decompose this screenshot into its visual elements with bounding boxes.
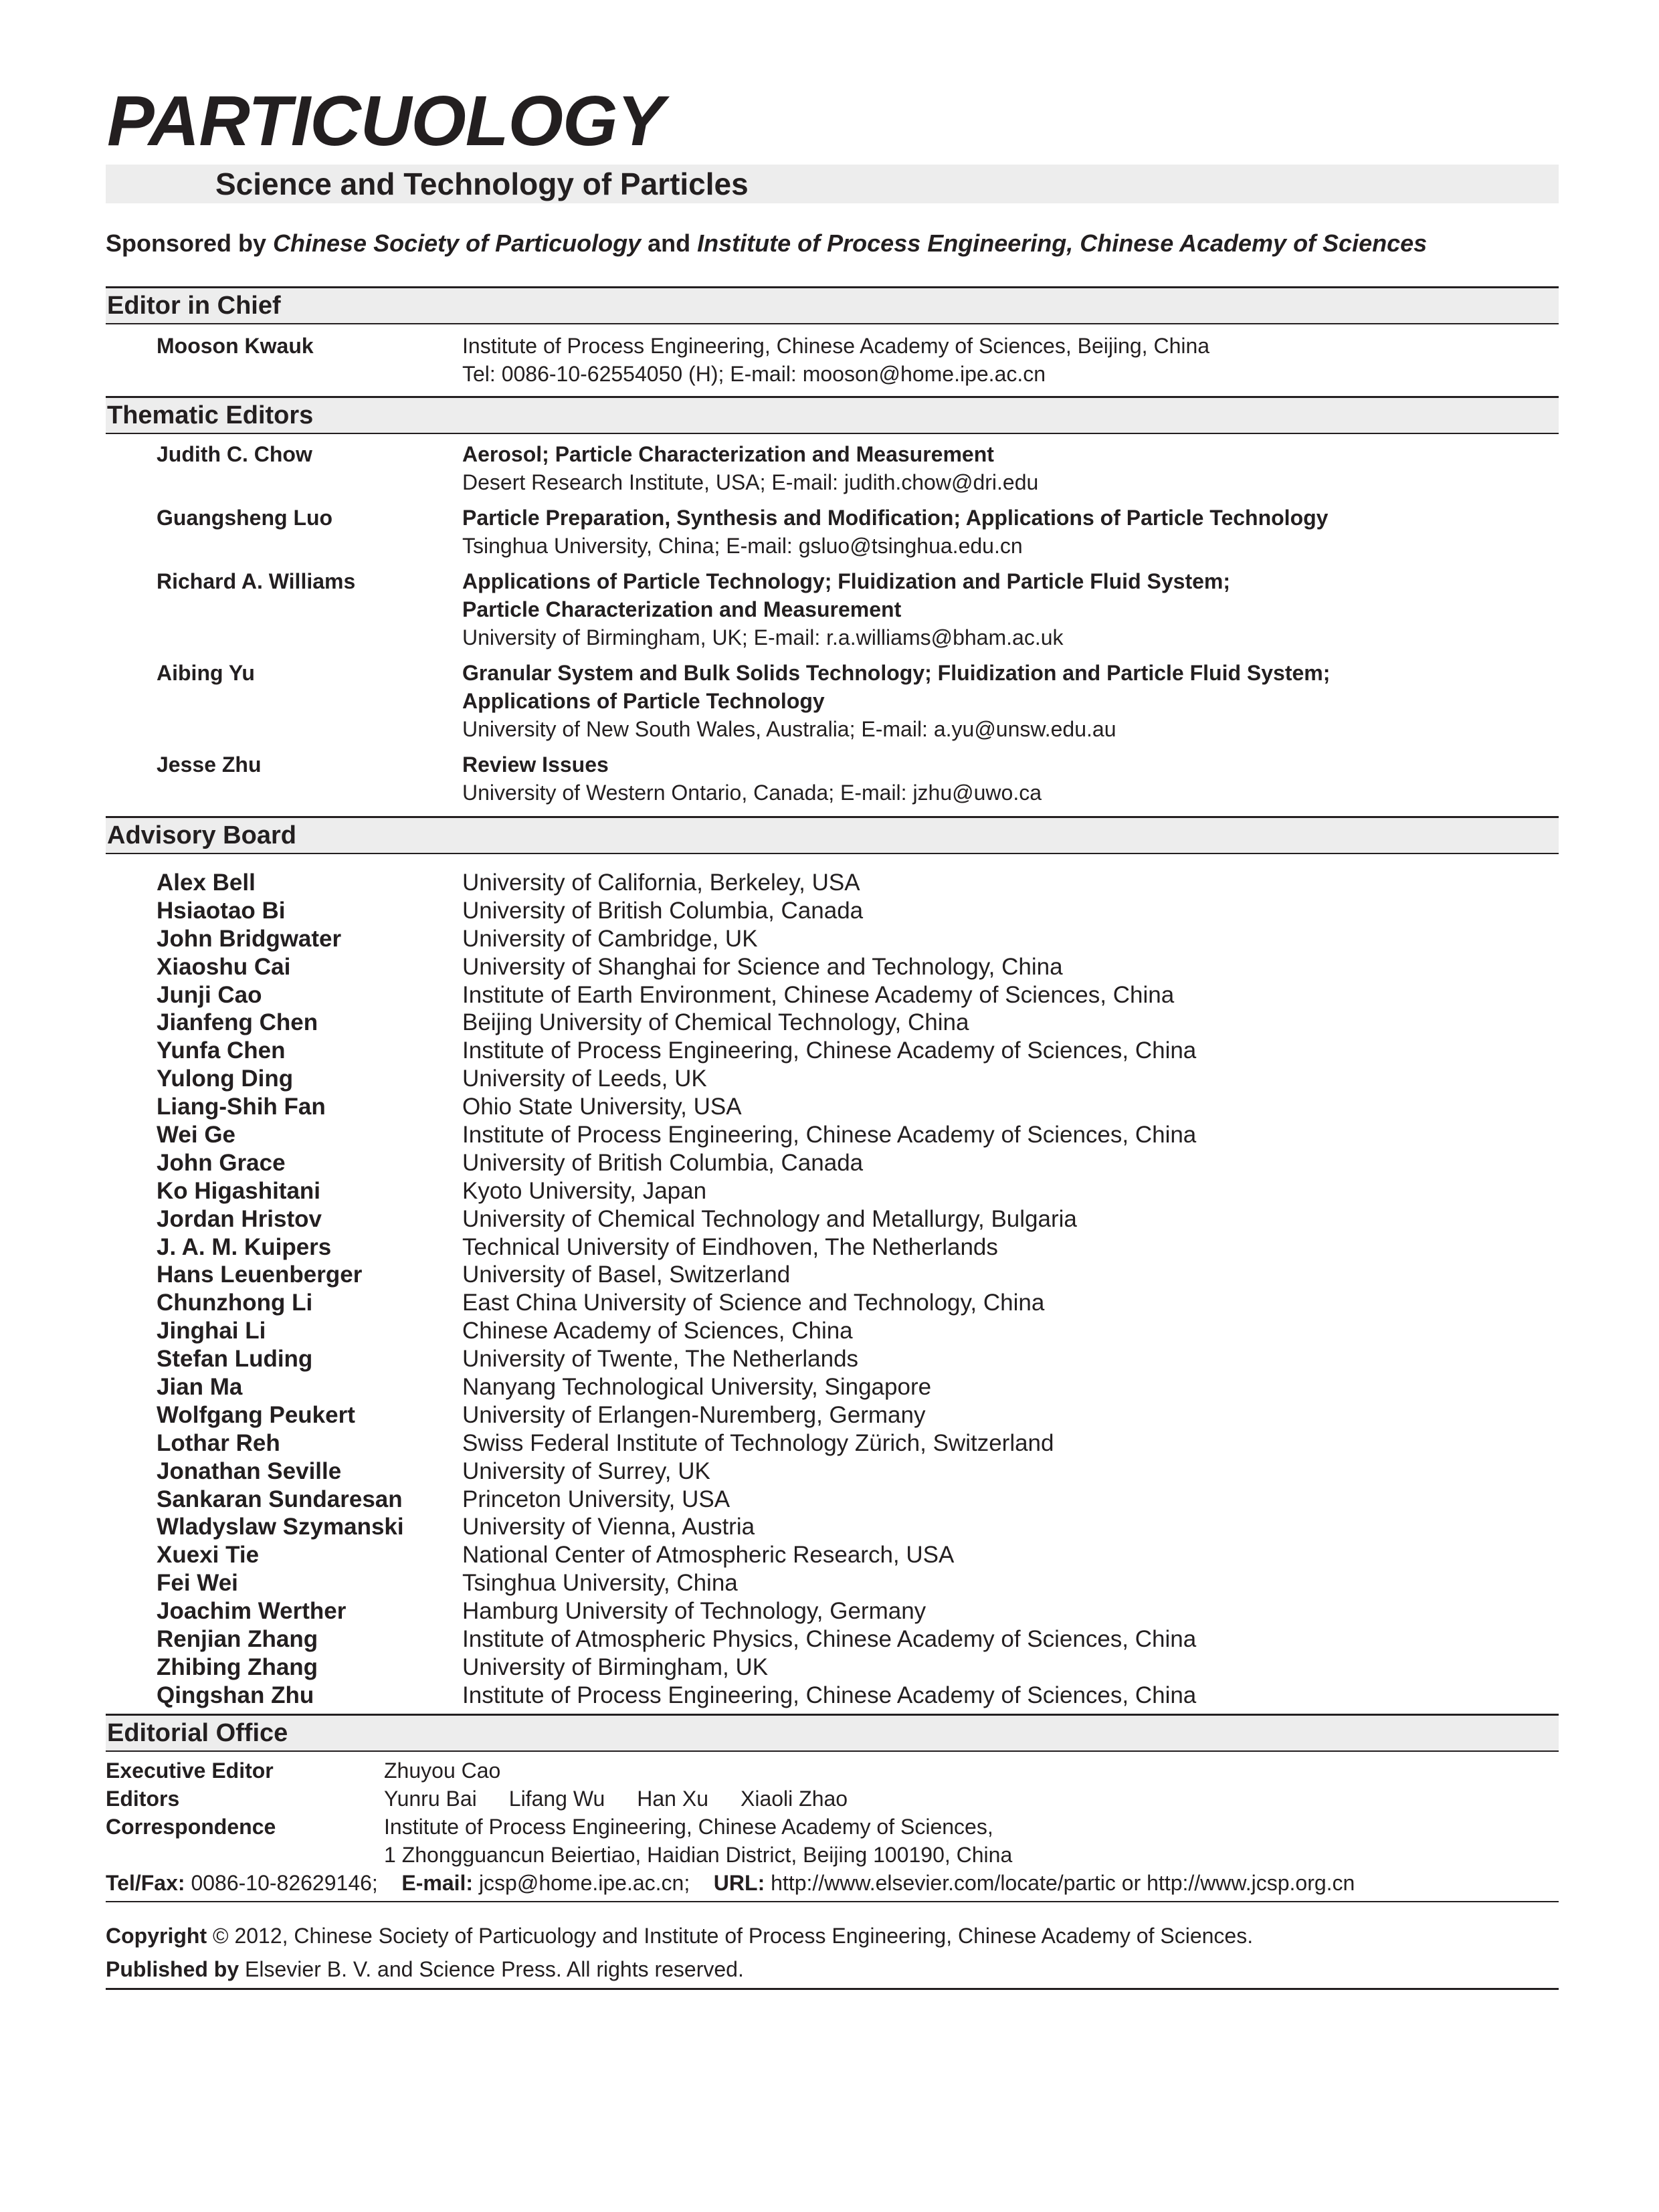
member-affiliation: Technical University of Eindhoven, The Netherlands xyxy=(462,1233,998,1260)
member-affiliation: Hamburg University of Technology, Germany xyxy=(462,1598,926,1625)
section-heading-label: Thematic Editors xyxy=(107,401,314,429)
member-name: Wladyslaw Szymanski xyxy=(157,1514,404,1540)
member-name: Xiaoshu Cai xyxy=(157,953,291,980)
member-name: Qingshan Zhu xyxy=(157,1682,314,1708)
url-label: URL: xyxy=(713,1871,765,1895)
member-affiliation: Institute of Process Engineering, Chinese Academy of Sciences, China xyxy=(462,1122,1197,1148)
executive-editor-name: Zhuyou Cao xyxy=(384,1758,501,1783)
member-name: Jinghai Li xyxy=(157,1318,266,1344)
member-name: Junji Cao xyxy=(157,981,262,1008)
member-affiliation: University of Surrey, UK xyxy=(462,1457,710,1484)
advisory-member xyxy=(106,1345,1559,1373)
correspondence-line-2: 1 Zhongguancun Beiertiao, Haidian District, Beijing 100190, China xyxy=(384,1843,1013,1867)
thematic-editor-topic: Granular System and Bulk Solids Technology; Fluidization and Particle Fluid System; xyxy=(462,661,1331,685)
member-name: Yunfa Chen xyxy=(157,1037,286,1064)
advisory-member xyxy=(106,1653,1559,1682)
thematic-editor-affiliation: University of Birmingham, UK; E-mail: r.a.williams@bham.ac.uk xyxy=(462,625,1064,649)
editors-label: Editors xyxy=(106,1787,180,1811)
member-affiliation: University of Erlangen-Nuremberg, Germany xyxy=(462,1401,926,1428)
advisory-member xyxy=(106,1065,1559,1093)
member-affiliation: Nanyang Technological University, Singapore xyxy=(462,1374,932,1401)
section-heading-editorial-office xyxy=(106,1714,1559,1752)
thematic-editor-topic: Applications of Particle Technology; Fluidization and Particle Fluid System; xyxy=(462,569,1230,593)
copyright-label: Copyright xyxy=(106,1924,207,1948)
advisory-member xyxy=(106,1009,1559,1037)
member-name: Chunzhong Li xyxy=(157,1290,313,1316)
advisory-member xyxy=(106,1541,1559,1569)
thematic-editor-affiliation: Tsinghua University, China; E-mail: gsluo@tsinghua.edu.cn xyxy=(462,534,1023,558)
telfax-value: 0086-10-82629146; xyxy=(185,1871,378,1895)
thematic-editor-name: Judith C. Chow xyxy=(157,442,312,466)
member-affiliation: University of British Columbia, Canada xyxy=(462,1149,864,1176)
email-label: E-mail: xyxy=(401,1871,474,1895)
executive-editor-row xyxy=(106,1756,1559,1785)
member-affiliation: National Center of Atmospheric Research, USA xyxy=(462,1542,955,1569)
published-label: Published by xyxy=(106,1957,239,1981)
advisory-member xyxy=(106,1205,1559,1233)
member-name: Joachim Werther xyxy=(157,1598,347,1625)
member-affiliation: Beijing University of Chemical Technology, China xyxy=(462,1009,969,1036)
advisory-member xyxy=(106,897,1559,925)
thematic-editor-affiliation: University of Western Ontario, Canada; E-mail: jzhu@uwo.ca xyxy=(462,781,1042,805)
member-name: John Grace xyxy=(157,1149,286,1176)
editor-name: Han Xu xyxy=(637,1787,708,1811)
advisory-member xyxy=(106,981,1559,1009)
advisory-member xyxy=(106,925,1559,953)
thematic-editor-topic: Particle Preparation, Synthesis and Modification; Applications of Particle Technology xyxy=(462,506,1329,530)
correspondence-label: Correspondence xyxy=(106,1815,276,1839)
advisory-member xyxy=(106,1373,1559,1401)
member-name: Zhibing Zhang xyxy=(157,1653,318,1680)
advisory-member xyxy=(106,1233,1559,1262)
correspondence-row xyxy=(106,1813,1559,1841)
sponsor-org-1: Chinese Society of Particuology xyxy=(273,229,642,257)
journal-title: PARTICUOLOGY xyxy=(107,82,664,161)
divider xyxy=(106,1901,1559,1902)
copyright-line xyxy=(106,1920,1253,1952)
thematic-editor-topic-2: Particle Characterization and Measurement xyxy=(462,597,902,621)
telfax-label: Tel/Fax: xyxy=(106,1871,185,1895)
member-affiliation: East China University of Science and Technology, China xyxy=(462,1290,1045,1316)
advisory-member xyxy=(106,1625,1559,1653)
member-name: Ko Higashitani xyxy=(157,1177,321,1204)
advisory-member xyxy=(106,1486,1559,1514)
advisory-member xyxy=(106,1261,1559,1289)
sponsor-prefix: Sponsored by xyxy=(106,229,274,257)
advisory-member xyxy=(106,1457,1559,1486)
email-link[interactable]: jcsp@home.ipe.ac.cn; xyxy=(473,1871,690,1895)
member-affiliation: University of British Columbia, Canada xyxy=(462,897,864,924)
advisory-member xyxy=(106,1513,1559,1541)
member-name: Sankaran Sundaresan xyxy=(157,1486,403,1512)
sponsor-and: and xyxy=(641,229,698,257)
member-affiliation: Swiss Federal Institute of Technology Zürich, Switzerland xyxy=(462,1429,1054,1456)
advisory-member xyxy=(106,1569,1559,1597)
editors-list xyxy=(384,1785,880,1813)
advisory-member xyxy=(106,1037,1559,1065)
advisory-member xyxy=(106,1121,1559,1149)
bottom-rule xyxy=(106,1988,1559,1990)
member-affiliation: University of Birmingham, UK xyxy=(462,1653,769,1680)
member-affiliation: Institute of Earth Environment, Chinese Academy of Sciences, China xyxy=(462,981,1175,1008)
member-name: J. A. M. Kuipers xyxy=(157,1233,332,1260)
member-affiliation: Institute of Process Engineering, Chinese Academy of Sciences, China xyxy=(462,1037,1197,1064)
member-affiliation: University of Vienna, Austria xyxy=(462,1514,755,1540)
member-affiliation: Princeton University, USA xyxy=(462,1486,730,1512)
member-name: John Bridgwater xyxy=(157,925,342,952)
member-affiliation: University of Leeds, UK xyxy=(462,1066,707,1092)
published-text: Elsevier B. V. and Science Press. All rights reserved. xyxy=(239,1957,744,1981)
copyright-text: © 2012, Chinese Society of Particuology and Institute of Process Engineering, Chinese Academy of Sciences. xyxy=(207,1924,1254,1948)
member-name: Jonathan Seville xyxy=(157,1457,342,1484)
member-name: Fei Wei xyxy=(157,1570,238,1597)
member-name: Hans Leuenberger xyxy=(157,1262,363,1288)
advisory-member xyxy=(106,1149,1559,1177)
advisory-member xyxy=(106,1177,1559,1205)
thematic-editor-info xyxy=(462,567,1230,651)
member-affiliation: Kyoto University, Japan xyxy=(462,1177,707,1204)
member-affiliation: University of California, Berkeley, USA xyxy=(462,870,860,896)
member-name: Yulong Ding xyxy=(157,1066,294,1092)
member-name: Jordan Hristov xyxy=(157,1205,322,1232)
editor-affiliation: Institute of Process Engineering, Chinese Academy of Sciences, Beijing, China xyxy=(462,334,1210,358)
section-heading-label: Editor in Chief xyxy=(107,292,281,320)
thematic-editor-topic: Review Issues xyxy=(462,752,609,777)
sponsor-line xyxy=(106,226,1427,261)
advisory-member xyxy=(106,869,1559,897)
member-affiliation: Chinese Academy of Sciences, China xyxy=(462,1318,853,1344)
thematic-editor-info xyxy=(462,659,1330,743)
section-heading-advisory-board xyxy=(106,816,1559,854)
member-affiliation: University of Chemical Technology and Metallurgy, Bulgaria xyxy=(462,1205,1077,1232)
thematic-editor-name: Richard A. Williams xyxy=(157,569,356,593)
editor-name: Mooson Kwauk xyxy=(157,334,314,358)
section-heading-label: Advisory Board xyxy=(107,821,296,849)
thematic-editor-name: Jesse Zhu xyxy=(157,752,262,777)
section-heading-thematic-editors xyxy=(106,396,1559,434)
member-affiliation: Institute of Process Engineering, Chinese Academy of Sciences, China xyxy=(462,1682,1197,1708)
section-heading-editor-in-chief xyxy=(106,286,1559,324)
editor-name: Xiaoli Zhao xyxy=(741,1787,848,1811)
editor-name: Yunru Bai xyxy=(384,1787,477,1811)
member-name: Hsiaotao Bi xyxy=(157,897,286,924)
published-line xyxy=(106,1953,744,1985)
member-affiliation: Tsinghua University, China xyxy=(462,1570,738,1597)
correspondence-row-2 xyxy=(106,1841,1559,1869)
thematic-editor-affiliation: Desert Research Institute, USA; E-mail: judith.chow@dri.edu xyxy=(462,470,1039,494)
thematic-editor-info xyxy=(462,504,1328,560)
member-name: Liang-Shih Fan xyxy=(157,1094,326,1120)
member-name: Xuexi Tie xyxy=(157,1542,260,1569)
member-affiliation: University of Shanghai for Science and Technology, China xyxy=(462,953,1063,980)
advisory-member xyxy=(106,1289,1559,1317)
thematic-editor-topic: Aerosol; Particle Characterization and Measurement xyxy=(462,442,994,466)
thematic-editor-name: Guangsheng Luo xyxy=(157,506,333,530)
journal-subtitle: Science and Technology of Particles xyxy=(215,167,749,201)
member-name: Lothar Reh xyxy=(157,1429,280,1456)
member-name: Wolfgang Peukert xyxy=(157,1401,355,1428)
contact-line xyxy=(106,1869,1355,1897)
member-affiliation: Ohio State University, USA xyxy=(462,1094,742,1120)
member-name: Jianfeng Chen xyxy=(157,1009,318,1036)
editor-contact: Tel: 0086-10-62554050 (H); E-mail: mooson@home.ipe.ac.cn xyxy=(462,362,1046,386)
editorial-office-block xyxy=(106,1756,1559,1869)
thematic-editor-name: Aibing Yu xyxy=(157,661,255,685)
member-name: Wei Ge xyxy=(157,1122,236,1148)
editor-info xyxy=(462,332,1209,388)
correspondence-line-1: Institute of Process Engineering, Chinese Academy of Sciences, xyxy=(384,1815,993,1839)
advisory-board-list xyxy=(106,869,1559,1710)
thematic-editor-info xyxy=(462,440,1038,496)
thematic-editor-topic-2: Applications of Particle Technology xyxy=(462,689,825,713)
editors-row xyxy=(106,1785,1559,1813)
member-affiliation: Institute of Atmospheric Physics, Chinese Academy of Sciences, China xyxy=(462,1626,1197,1653)
advisory-member xyxy=(106,1093,1559,1121)
advisory-member xyxy=(106,1597,1559,1625)
advisory-member xyxy=(106,1401,1559,1429)
sponsor-org-2: Institute of Process Engineering, Chinese Academy of Sciences xyxy=(697,229,1428,257)
member-name: Stefan Luding xyxy=(157,1346,313,1373)
advisory-member xyxy=(106,1429,1559,1457)
member-name: Renjian Zhang xyxy=(157,1626,318,1653)
member-affiliation: University of Twente, The Netherlands xyxy=(462,1346,859,1373)
advisory-member xyxy=(106,953,1559,981)
member-name: Jian Ma xyxy=(157,1374,243,1401)
executive-editor-label: Executive Editor xyxy=(106,1758,274,1783)
member-affiliation: University of Cambridge, UK xyxy=(462,925,758,952)
member-affiliation: University of Basel, Switzerland xyxy=(462,1262,791,1288)
advisory-member xyxy=(106,1682,1559,1710)
advisory-member xyxy=(106,1317,1559,1345)
thematic-editor-affiliation: University of New South Wales, Australia; E-mail: a.yu@unsw.edu.au xyxy=(462,717,1116,741)
thematic-editor-info xyxy=(462,750,1042,807)
member-name: Alex Bell xyxy=(157,870,256,896)
section-heading-label: Editorial Office xyxy=(107,1719,288,1747)
editor-name: Lifang Wu xyxy=(508,1787,605,1811)
url-link[interactable]: http://www.elsevier.com/locate/partic or http://www.jcsp.org.cn xyxy=(765,1871,1355,1895)
